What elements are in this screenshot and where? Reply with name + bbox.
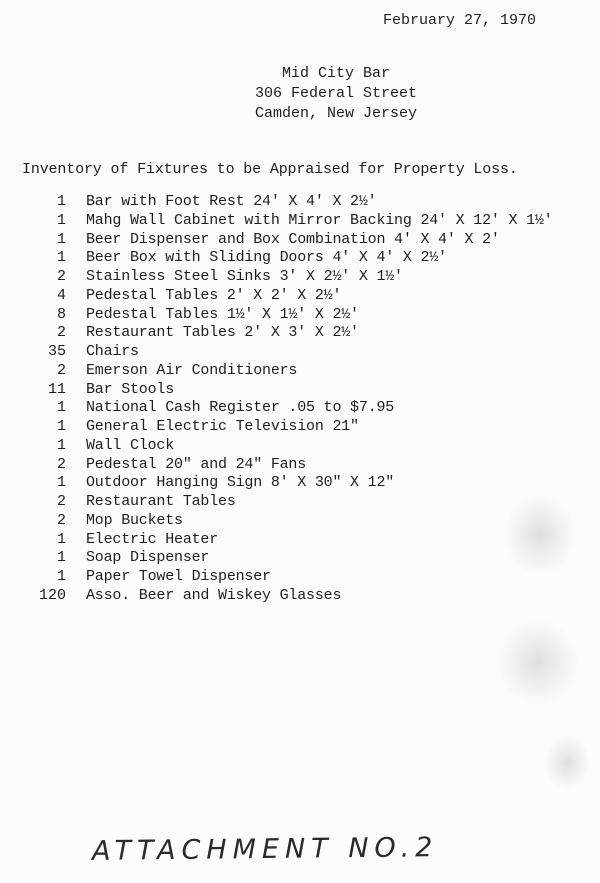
handwritten-attachment-label: ATTACHMENT NO.2: [91, 832, 439, 867]
list-item: [30, 306, 552, 325]
list-item: [30, 549, 552, 568]
item-description: Soap Dispenser: [86, 549, 210, 567]
item-quantity: 35: [47, 343, 66, 360]
list-item: [30, 381, 552, 400]
item-description: Outdoor Hanging Sign 8' X 30" X 12": [86, 474, 395, 492]
list-item: [30, 512, 552, 531]
list-item: [30, 212, 552, 231]
item-quantity: 2: [56, 361, 66, 379]
item-description: Asso. Beer and Wiskey Glasses: [86, 586, 342, 604]
water-stain: [545, 735, 590, 790]
item-quantity: 2: [56, 493, 66, 510]
list-item: [30, 531, 552, 550]
list-item: [30, 324, 552, 343]
item-description: Electric Heater: [86, 530, 219, 548]
item-description: Mop Buckets: [86, 511, 183, 529]
item-description: Beer Box with Sliding Doors 4' X 4' X 2½': [86, 249, 447, 267]
item-description: Bar Stools: [86, 380, 175, 398]
item-quantity: 1: [56, 530, 66, 548]
item-quantity: 11: [47, 380, 66, 398]
item-description: Restaurant Tables: [86, 493, 236, 510]
list-item: [30, 287, 552, 306]
water-stain: [498, 620, 578, 705]
item-description: Paper Towel Dispenser: [86, 568, 271, 585]
list-item: [30, 474, 552, 493]
list-item: [30, 193, 552, 212]
item-description: Emerson Air Conditioners: [86, 361, 298, 379]
item-quantity: 2: [56, 511, 66, 529]
item-quantity: 8: [56, 305, 66, 323]
item-description: Bar with Foot Rest 24' X 4' X 2½': [86, 193, 377, 210]
item-quantity: 1: [56, 193, 66, 210]
list-item: [30, 568, 552, 587]
item-quantity: 2: [56, 324, 66, 342]
item-description: Stainless Steel Sinks 3' X 2½' X 1½': [86, 268, 403, 285]
item-quantity: 1: [56, 249, 66, 267]
item-description: Pedestal 20" and 24" Fans: [86, 455, 307, 473]
item-description: Beer Dispenser and Box Combination 4' X 4' X 2': [86, 230, 500, 248]
document-heading: Inventory of Fixtures to be Appraised for Property Loss.: [22, 161, 518, 178]
item-quantity: 2: [56, 455, 66, 473]
item-quantity: 2: [56, 268, 66, 285]
list-item: [30, 587, 552, 606]
list-item: [30, 343, 552, 362]
item-quantity: 1: [56, 230, 66, 248]
list-item: [30, 399, 552, 418]
item-description: National Cash Register .05 to $7.95: [86, 399, 395, 417]
item-quantity: 1: [56, 474, 66, 492]
business-address: [236, 64, 436, 124]
list-item: [30, 437, 552, 456]
list-item: [30, 268, 552, 287]
list-item: [30, 493, 552, 512]
item-description: General Electric Television 21": [86, 418, 359, 435]
item-quantity: 120: [38, 586, 66, 604]
list-item: [30, 362, 552, 381]
document-date: February 27, 1970: [383, 12, 537, 29]
item-quantity: 1: [56, 568, 66, 585]
list-item: [30, 231, 552, 250]
item-quantity: 1: [56, 436, 66, 454]
list-item: [30, 249, 552, 268]
city-state: Camden, New Jersey: [254, 105, 418, 122]
item-description: Wall Clock: [86, 436, 175, 454]
item-description: Pedestal Tables 2' X 2' X 2½': [86, 286, 342, 304]
inventory-list: [30, 193, 552, 606]
item-description: Restaurant Tables 2' X 3' X 2½': [86, 324, 359, 342]
list-item: [30, 456, 552, 475]
list-item: [30, 418, 552, 437]
item-quantity: 1: [56, 418, 66, 435]
item-quantity: 1: [56, 399, 66, 417]
item-description: Mahg Wall Cabinet with Mirror Backing 24' X 12' X 1½': [86, 211, 553, 229]
item-description: Chairs: [86, 343, 139, 360]
item-quantity: 4: [56, 286, 66, 304]
item-quantity: 1: [56, 549, 66, 567]
street-address: 306 Federal Street: [254, 85, 418, 102]
business-name: Mid City Bar: [281, 65, 391, 82]
item-description: Pedestal Tables 1½' X 1½' X 2½': [86, 305, 359, 323]
item-quantity: 1: [56, 211, 66, 229]
